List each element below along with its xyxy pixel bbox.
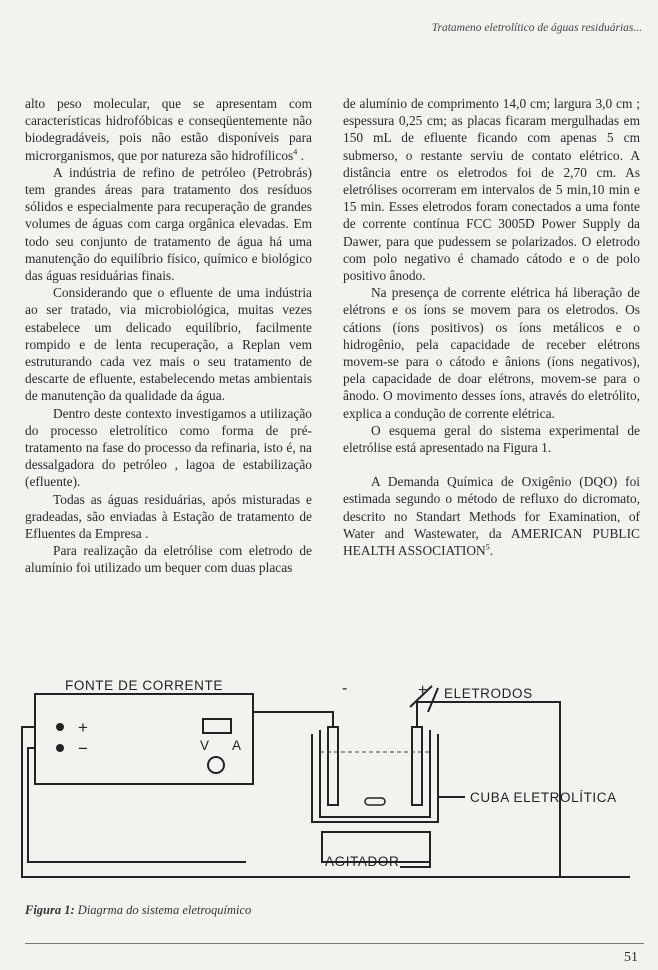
figure-caption-prefix: Figura 1: <box>25 903 75 917</box>
electrodes-pointer-right <box>428 688 438 712</box>
beaker-outline <box>320 730 430 817</box>
paragraph-end: . <box>297 147 304 163</box>
running-header: Tratameno eletrolítico de águas residuárias... <box>431 22 642 34</box>
cathode-plate <box>328 727 338 805</box>
negative-wire <box>22 727 246 877</box>
paragraph: Todas as águas residuárias, após misturadas e gradeadas, são enviadas à Estação de tratamento de Efluentes da Empresa . <box>25 491 312 542</box>
electrode-minus-label: - <box>342 680 348 697</box>
left-text-column <box>25 95 312 577</box>
power-source-label: FONTE DE CORRENTE <box>65 678 223 693</box>
stirrer-lead <box>400 847 430 867</box>
electrodes-label: ELETRODOS <box>444 686 533 701</box>
paragraph: Para realização da eletrólise com eletrodo de alumínio foi utilizado um bequer com duas placas <box>25 543 312 576</box>
paragraph-end: . <box>489 543 494 559</box>
paragraph: Dentro deste contexto investigamos a utilização do processo eletrolítico como forma de pré-tratamento na fase do processo da refinaria, isto é, na dessalgadora do petróleo , lagoa de estabilização (efluente). <box>25 405 312 490</box>
right-text-column <box>343 95 640 559</box>
figure-caption-text: Diagrma do sistema eletroquímico <box>74 903 252 917</box>
stir-bar <box>365 798 385 805</box>
reference-marker: 5 <box>485 542 490 552</box>
figure-caption <box>25 903 251 918</box>
meter-knob <box>208 757 224 773</box>
stirrer-label: AGITADOR <box>325 854 400 869</box>
electrochemical-diagram <box>20 672 645 892</box>
meter-a-label: A <box>232 738 242 753</box>
positive-wire-loop <box>28 748 246 862</box>
meter-display <box>203 719 231 733</box>
page-number: 51 <box>624 950 638 965</box>
paragraph: A indústria de refino de petróleo (Petrobrás) tem grandes áreas para tratamento dos resíduos sólidos e especialmente para recuperação de grandes volumes de águas com carga orgânica elevadas. Em todo seu conjunto de tratamento de água há uma manutenção do equilíbrio físico, químico e biológico das águas residuárias finais. <box>25 164 312 284</box>
meter-v-label: V <box>200 738 210 753</box>
electrode-plus-label: + <box>418 682 428 699</box>
cathode-wire <box>252 712 333 727</box>
terminal-minus-label: − <box>78 739 89 758</box>
paragraph: Na presença de corrente elétrica há liberação de elétrons e os íons se movem para os eletrodos. Os cátions (íons positivos) os íons metálicos e o hidrogênio, pela capacidade de receber elétrons movem-se para o cátodo e ânions (íons negativos), pela capacidade de doar elétrons, movem-se para o ânodo. O movimento desses íons, através do eletrólito, explica a condução de corrente elétrica. <box>343 285 640 421</box>
footer-rule <box>25 943 644 944</box>
terminal-plus-label: + <box>78 718 89 737</box>
power-source-box <box>35 694 253 784</box>
paragraph <box>25 95 312 164</box>
paragraph-text: A Demanda Química de Oxigênio (DQO) foi estimada segundo o método de refluxo do dicromato, descrito no Standart Methods for Examination, of Water and Wastewater, da AMERICAN PUBLIC HEALTH ASSOCIATION <box>343 474 640 559</box>
cell-label: CUBA ELETROLÍTICA <box>470 790 617 805</box>
terminal-dot-minus <box>56 744 64 752</box>
paragraph <box>343 473 640 559</box>
paragraph: O esquema geral do sistema experimental de eletrólise está apresentado na Figura 1. <box>343 422 640 456</box>
anode-plate <box>412 727 422 805</box>
beaker-outer-outline <box>312 734 438 822</box>
paragraph-text: alto peso molecular, que se apresentam com características hidrofóbicas e conseqüentemente não biodegradáveis, pois não estão disponíveis para microrganismos, que por natureza são hidrofílicos <box>25 96 312 163</box>
paragraph: de alumínio de comprimento 14,0 cm; largura 3,0 cm ; espessura 0,25 cm; as placas ficaram mergulhadas em 150 mL de efluente ficando com apenas 5 cm submerso, o restante serviu de contato elétrico. A distância entre os eletrodos foi de 2,70 cm. As eletrólises ocorreram em intervalos de 5 min,10 min e 15 min. Esses eletrodos foram conectados a uma fonte de corrente contínua FCC 3005D Power Supply da Dawer, para que pudessem se polarizados. O eletrodo com polo negativo é chamado cátodo e o de polo positivo ânodo. <box>343 96 640 284</box>
paragraph: Considerando que o efluente de uma indústria ao ser tratado, via microbiológica, muitas vezes estabelece um delicado equilíbrio, facilmente rompido e de lenta recuperação, a Replan vem estruturando cada vez mais o seu tratamento de descarte de efluente, estabelecendo metas ambientais de manutenção da qualidade da água. <box>25 285 312 404</box>
terminal-dot-plus <box>56 723 64 731</box>
reference-marker: 4 <box>293 147 298 157</box>
